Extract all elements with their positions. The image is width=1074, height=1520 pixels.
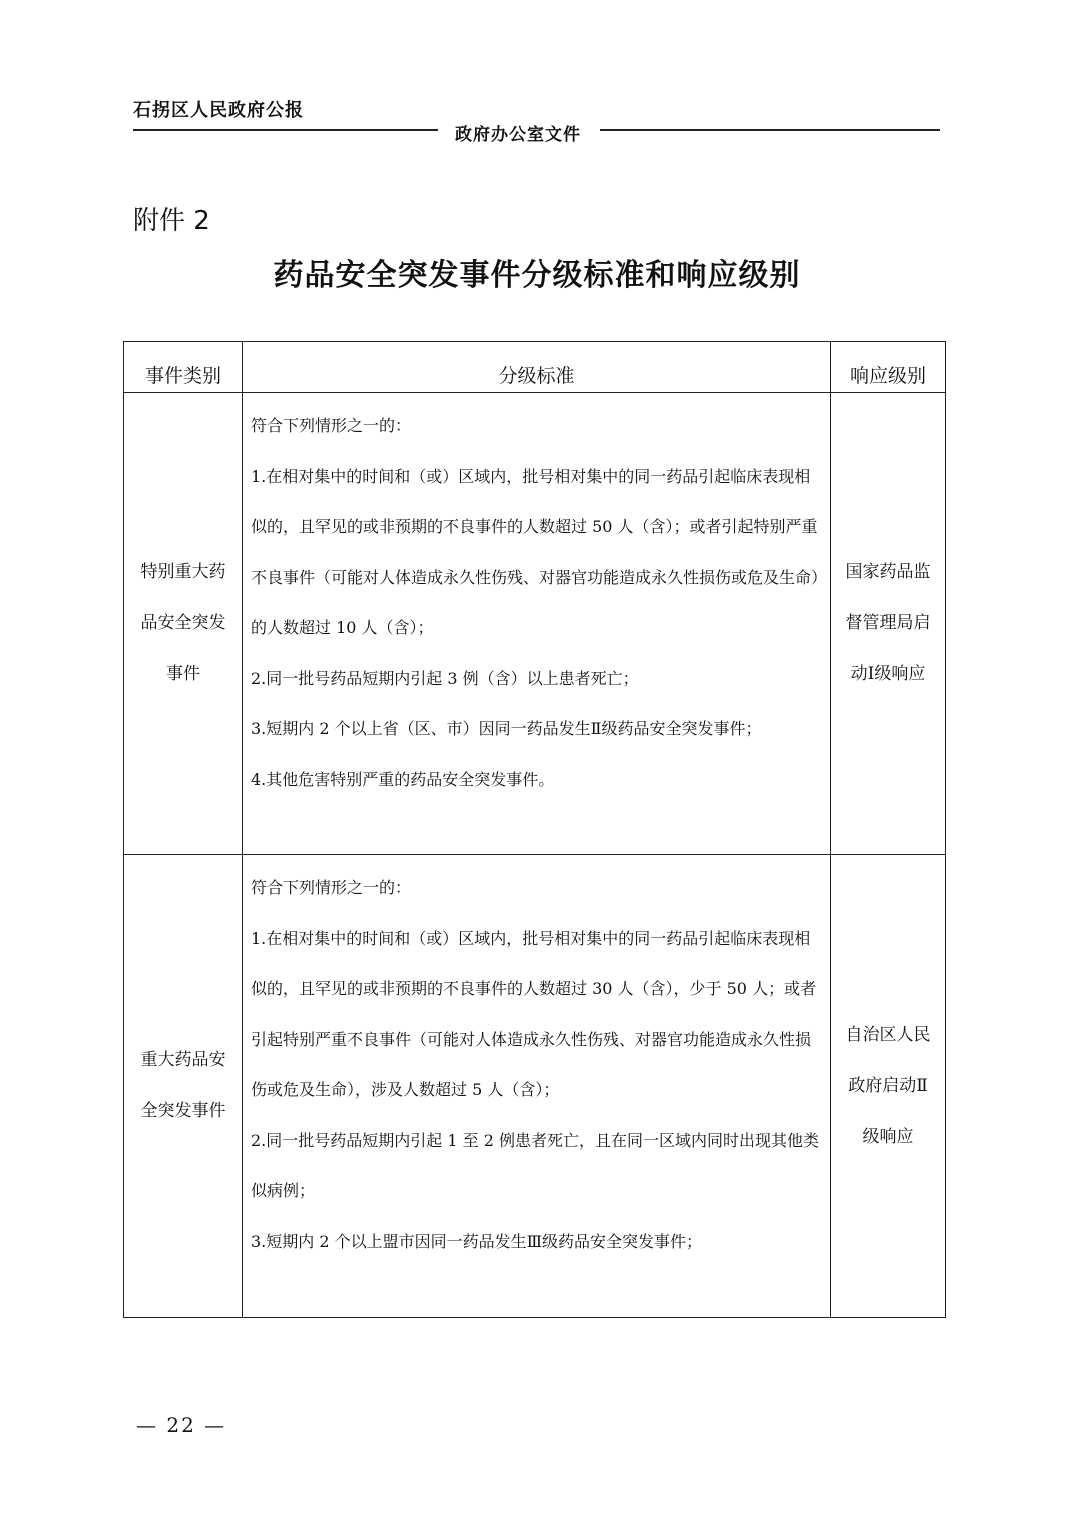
header-event-type: 事件类别 xyxy=(124,342,243,393)
publication-title: 石拐区人民政府公报 xyxy=(133,100,304,121)
page-number: — 22 — xyxy=(136,1413,227,1437)
event-type-cell: 重大药品安全突发事件 xyxy=(124,855,243,1318)
header-grading-standard: 分级标准 xyxy=(243,342,831,393)
header-rule-left xyxy=(133,129,438,131)
header-rule-right xyxy=(600,129,940,131)
event-type-cell: 特别重大药品安全突发事件 xyxy=(124,393,243,855)
response-level-cell: 自治区人民政府启动Ⅱ级响应 xyxy=(831,855,946,1318)
grading-standard-cell xyxy=(243,393,831,855)
standard-item: 3.短期内 2 个以上省（区、市）因同一药品发生Ⅱ级药品安全突发事件； xyxy=(251,719,762,738)
standard-item: 符合下列情形之一的： xyxy=(251,878,412,897)
header-response-level: 响应级别 xyxy=(831,342,946,393)
standard-item: 2.同一批号药品短期内引起 1 至 2 例患者死亡，且在同一区域内同时出现其他类似病例； xyxy=(251,1130,819,1200)
standard-item: 2.同一批号药品短期内引起 3 例（含）以上患者死亡； xyxy=(251,668,639,688)
grading-table xyxy=(123,341,946,1318)
standard-item: 1.在相对集中的时间和（或）区域内，批号相对集中的同一药品引起临床表现相似的，且罕见的或非预期的不良事件的人数超过 30 人（含），少于 50 人；或者引起特别严重不良事件（可能对人体造成永久性伤残、对器官功能造成永久性损伤或危及生命），涉及人数超过 5 人（含）； xyxy=(251,928,817,1099)
table-header-row xyxy=(124,342,946,393)
standard-item: 1.在相对集中的时间和（或）区域内，批号相对集中的同一药品引起临床表现相似的，且罕见的或非预期的不良事件的人数超过 50 人（含）；或者引起特别严重不良事件（可能对人体造成永久性伤残、对器官功能造成永久性损伤或危及生命）的人数超过 10 人（含）； xyxy=(251,466,820,637)
section-label: 政府办公室文件 xyxy=(455,125,581,145)
standard-item: 3.短期内 2 个以上盟市因同一药品发生Ⅲ级药品安全突发事件； xyxy=(251,1231,703,1251)
grading-standard-cell xyxy=(243,855,831,1318)
standard-item: 4.其他危害特别严重的药品安全突发事件。 xyxy=(251,769,555,789)
response-level-cell: 国家药品监督管理局启动Ⅰ级响应 xyxy=(831,393,946,855)
standard-item: 符合下列情形之一的： xyxy=(251,416,412,435)
table-row xyxy=(124,855,946,1318)
attachment-label: 附件 2 xyxy=(133,206,210,236)
table-row xyxy=(124,393,946,855)
document-title: 药品安全突发事件分级标准和响应级别 xyxy=(273,258,801,293)
